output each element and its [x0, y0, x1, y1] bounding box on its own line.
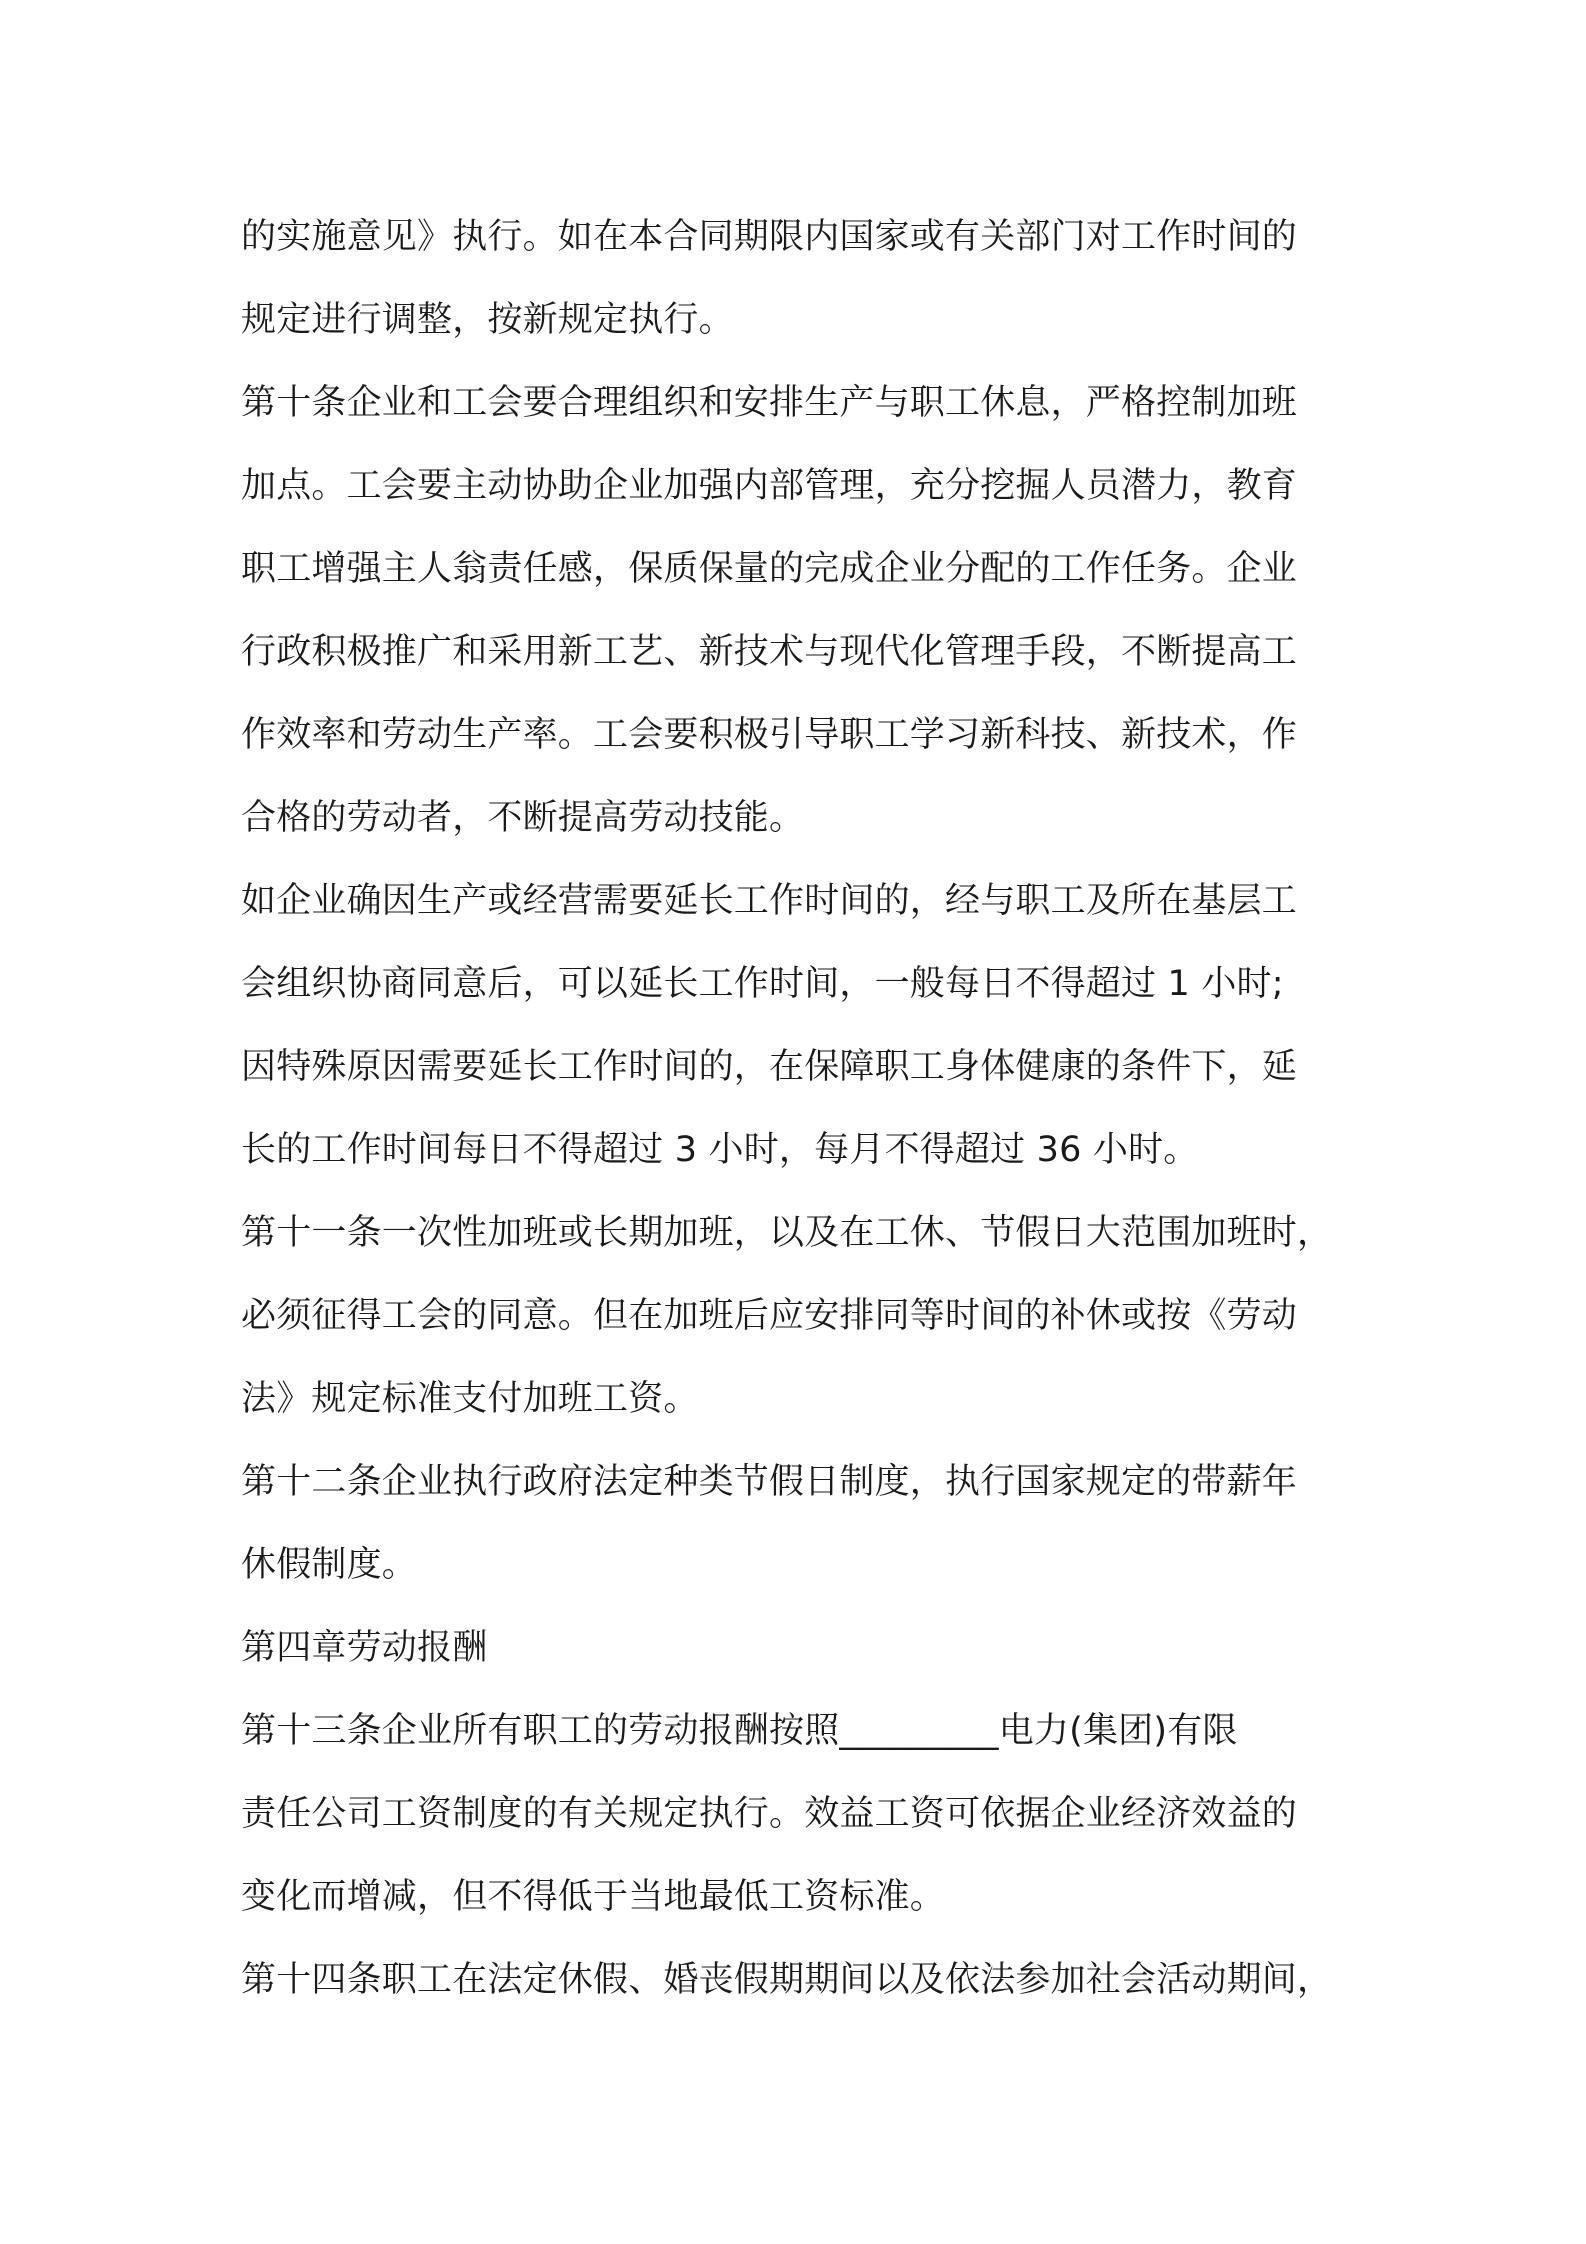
- text-line: 责任公司工资制度的有关规定执行。效益工资可依据企业经济效益的: [241, 1794, 1298, 1834]
- text-line: 必须征得工会的同意。但在加班后应安排同等时间的补休或按《劳动: [241, 1296, 1298, 1336]
- text-line: 长的工作时间每日不得超过 3 小时，每月不得超过 36 小时。: [241, 1130, 1199, 1170]
- text-line: 职工增强主人翁责任感，保质保量的完成企业分配的工作任务。企业: [241, 549, 1298, 589]
- text-line: 作效率和劳动生产率。工会要积极引导职工学习新科技、新技术，作: [241, 715, 1298, 755]
- document-body: [241, 196, 1371, 2022]
- text-line: 第十一条一次性加班或长期加班，以及在工休、节假日大范围加班时，: [241, 1213, 1333, 1253]
- text-line: 如企业确因生产或经营需要延长工作时间的，经与职工及所在基层工: [241, 881, 1298, 921]
- text-line: 行政积极推广和采用新工艺、新技术与现代化管理手段，不断提高工: [241, 632, 1298, 672]
- text-line: 第十四条职工在法定休假、婚丧假期期间以及依法参加社会活动期间，: [241, 1960, 1333, 2000]
- chapter-heading: 第四章劳动报酬: [241, 1628, 488, 1668]
- text-line: 规定进行调整，按新规定执行。: [241, 300, 734, 340]
- text-line: 第十二条企业执行政府法定种类节假日制度，执行国家规定的带薪年: [241, 1462, 1298, 1502]
- text-line: 加点。工会要主动协助企业加强内部管理，充分挖掘人员潜力，教育: [241, 466, 1298, 506]
- text-line: 法》规定标准支付加班工资。: [241, 1379, 699, 1419]
- text-line: 的实施意见》执行。如在本合同期限内国家或有关部门对工作时间的: [241, 217, 1298, 257]
- text-line: 第十三条企业所有职工的劳动报酬按照_________电力(集团)有限: [241, 1711, 1238, 1751]
- text-line: 变化而增减，但不得低于当地最低工资标准。: [241, 1877, 946, 1917]
- text-line: 第十条企业和工会要合理组织和安排生产与职工休息，严格控制加班: [241, 383, 1298, 423]
- text-line: 休假制度。: [241, 1545, 418, 1585]
- text-line: 因特殊原因需要延长工作时间的，在保障职工身体健康的条件下，延: [241, 1047, 1298, 1087]
- text-line: 会组织协商同意后，可以延长工作时间，一般每日不得超过 1 小时;: [241, 964, 1284, 1004]
- text-line: 合格的劳动者，不断提高劳动技能。: [241, 798, 805, 838]
